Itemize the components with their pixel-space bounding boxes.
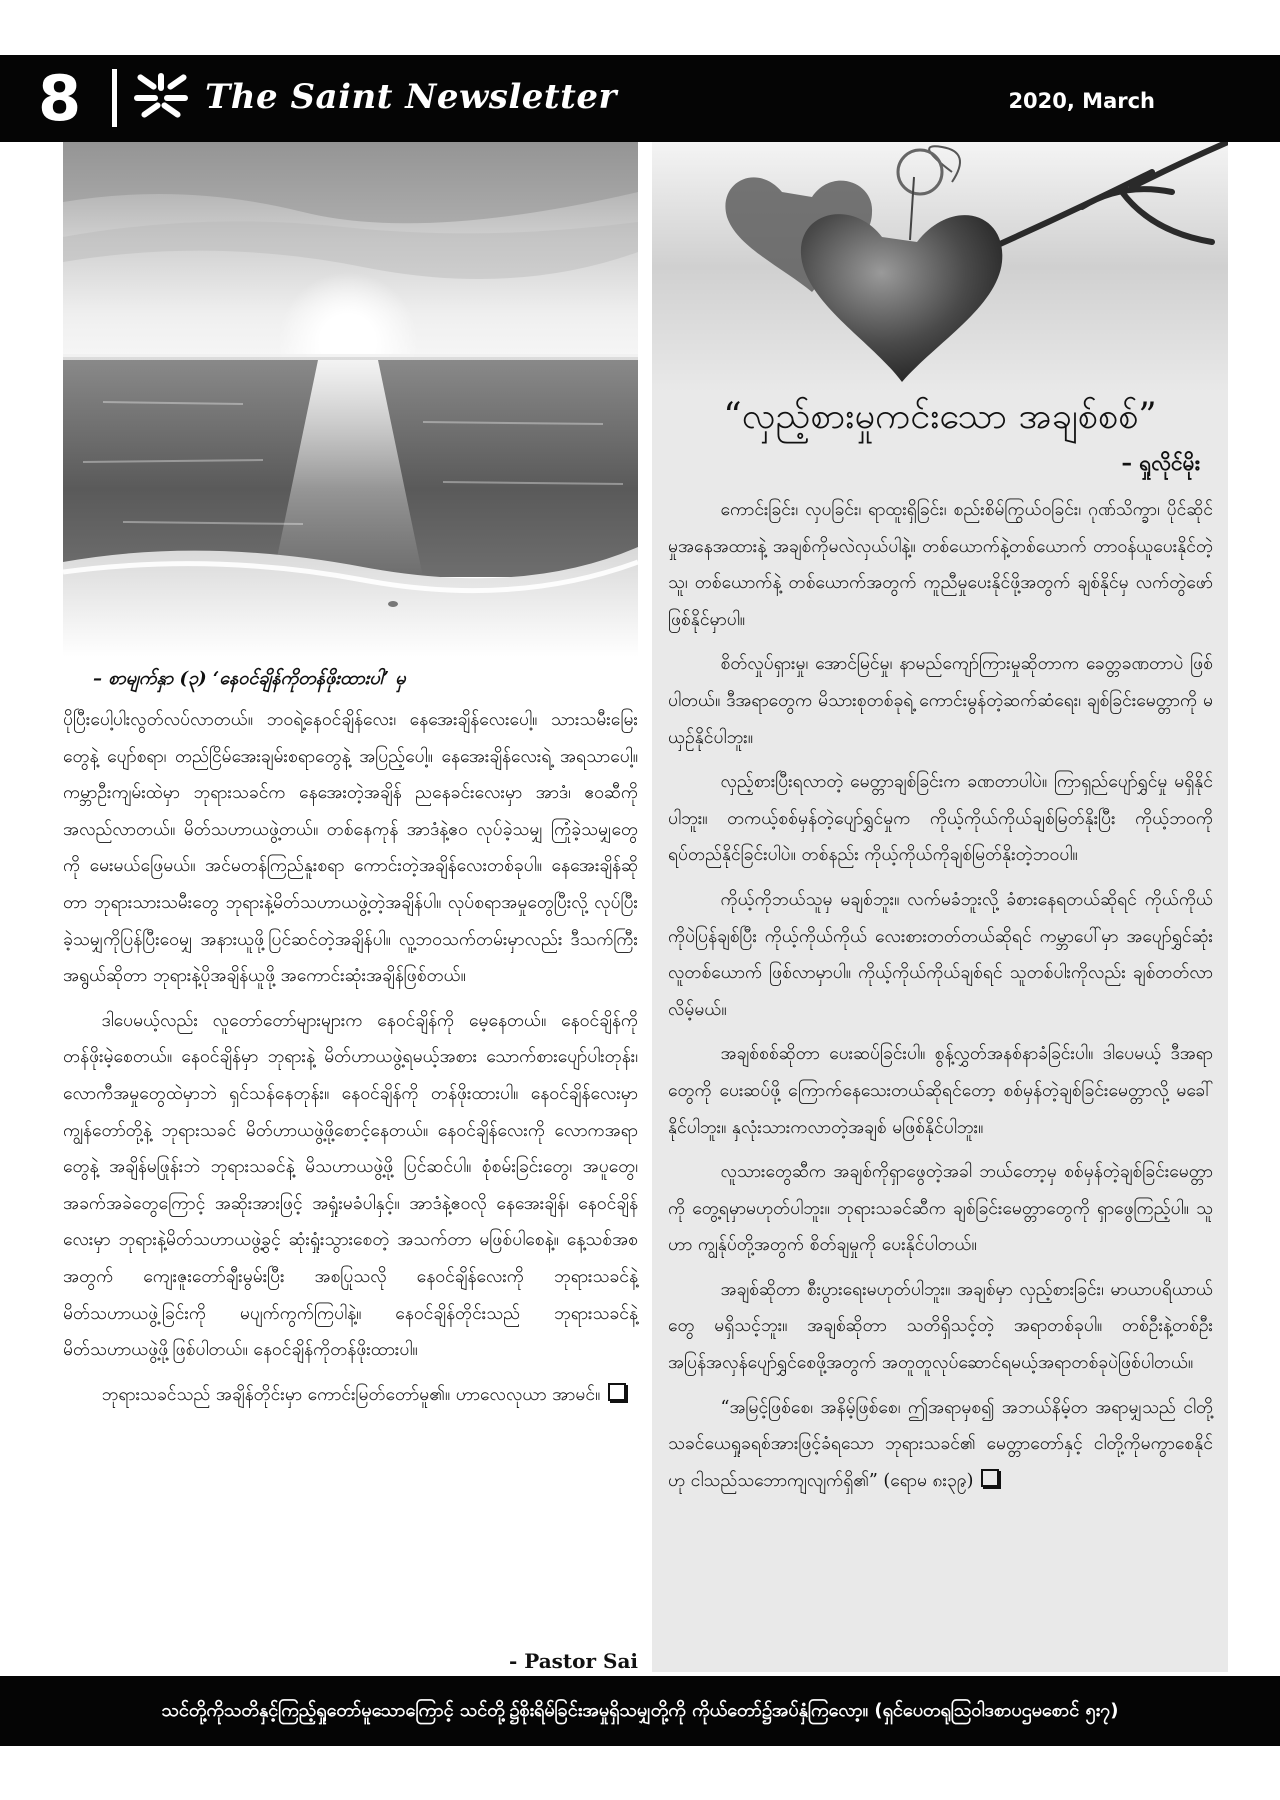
header-bar — [0, 55, 1280, 142]
left-paragraph: ဒါပေမယ့်လည်း လူတော်တော်များများက နေဝင်ချိန်ကို မေ့နေတယ်။ နေဝင်ချိန်ကို တန်ဖိုးမဲ့စေတယ်။ နေဝင်ချိန်မှာ ဘုရားနဲ့ မိတ်ဟာယဖွဲ့ရမယ့်အစား သောက်စားပျော်ပါးတုန်း၊ လောကီအမှုတွေထဲမှာဘဲ ရှင်သန်နေတုန်း။ နေဝင်ချိန်ကို တန်ဖိုးထားပါ။ နေဝင်ချိန်လေးမှာ ကျွန်တော်တို့နဲ့ ဘုရားသခင် မိတ်ဟာယဖွဲ့ဖို့စောင့်နေတယ်။ နေဝင်ချိန်လေးကို လောကအရာတွေနဲ့ အချိန်မဖြုန်းဘဲ ဘုရားသခင်နဲ့ မိသဟာယဖွဲ့ဖို့ ပြင်ဆင်ပါ။ စုံစမ်းခြင်းတွေ၊ အပူတွေ၊ အခက်အခဲတွေကြောင့် အဆိုးအားဖြင့် အရှုံးမခံပါနှင့်။ အာဒံနဲ့ဧဝလို နေအေးချိန်၊ နေဝင်ချိန်လေးမှာ ဘုရားနဲ့မိတ်သဟာယဖွဲ့ခွင့် ဆုံးရှုံးသွားစေတဲ့ အသက်တာ မဖြစ်ပါစေနဲ့။ နေ့သစ်အစအတွက် ကျေးဇူးတော်ချီးမွမ်းပြီး အစပြုသလို နေဝင်ချိန်လေးကို ဘုရားသခင်နဲ့ မိတ်သဟာယဖွဲ့ခြင်းကို မပျက်ကွက်ကြပါနဲ့။ နေဝင်ချိန်တိုင်းသည် ဘုရားသခင်နဲ့ မိတ်သဟာယဖွဲ့ဖို့ဖြစ်ပါတယ်။ နေဝင်ချိန်ကိုတန်ဖိုးထားပါ။ — [63, 1010, 638, 1361]
left-paragraph: ပိုပြီးပေါ့ပါးလွတ်လပ်လာတယ်။ ဘဝရဲ့နေဝင်ချိန်လေး၊ နေအေးချိန်လေးပေါ့။ သားသမီးမြေးတွေနဲ့ ပျော်စရာ၊ တည်ငြိမ်အေးချမ်းစရာတွေနဲ့ အပြည့်ပေါ့။ နေအေးချိန်လေးရဲ့ အရသာပေါ့။ ကမ္ဘာဦးကျမ်းထဲမှာ ဘုရားသခင်က နေအေးတဲ့အချိန် ညနေခင်းလေးမှာ အာဒံ၊ ဧဝဆီကို အလည်လာတယ်။ မိတ်သဟာယဖွဲ့တယ်။ တစ်နေကုန် အာဒံနဲ့ဧဝ လုပ်ခဲ့သမျှ ကြုံခဲ့သမျှတွေကို မေးမယ်ဖြေမယ်။ အင်မတန်ကြည်နူးစရာ ကောင်းတဲ့အချိန်လေးတစ်ခုပါ။ နေအေးချိန်ဆိုတာ ဘုရားသားသမီးတွေ ဘုရားနဲ့မိတ်သဟာယဖွဲ့တဲ့အချိန်ပါ။ လုပ်စရာအမှုတွေပြီးလို့ လုပ်ပြီးခဲ့သမျှကိုပြန်ပြီးဝေမျှ အနားယူဖို့ပြင်ဆင်တဲ့အချိန်ပါ။ လူ့ဘဝသက်တမ်းမှာလည်း ဒီသက်ကြီးအရွယ်ဆိုတာ ဘုရားနဲ့ပိုအချိန်ယူဖို့ အကောင်းဆုံးအချိန်ဖြစ်တယ်။ — [63, 710, 638, 987]
right-paragraph: အချစ်ဆိုတာ စီးပွားရေးမဟုတ်ပါဘူး။ အချစ်မှာ လှည့်စားခြင်း၊ မာယာပရိယာယ်တွေ မရှိသင့်ဘူး။ အချစ်ဆိုတာ သတိရှိသင့်တဲ့ အရာတစ်ခုပါ။ တစ်ဦးနဲ့တစ်ဦး အပြန်အလှန်ပျော်ရွှင်စေဖို့အတွက် အတူတူလုပ်ဆောင်ရမယ့်အရာတစ်ခုပဲဖြစ်ပါတယ်။ — [668, 1279, 1213, 1374]
footer-verse: သင်တို့ကိုသတိနှင့်ကြည့်ရှုတော်မူသောကြောင့် သင်တို့၌စိုးရိမ်ခြင်းအမှုရှိသမျှတို့ကို ကိုယ်တော်၌အပ်နှံကြလော့။ (ရှင်ပေတရုဩဝါဒစာပဌမစောင် ၅း၇) — [0, 1676, 1280, 1746]
header-divider — [112, 69, 117, 127]
left-paragraph — [63, 1377, 638, 1414]
right-paragraph: ကောင်းခြင်း၊ လှပခြင်း၊ ရာထူးရှိခြင်း၊ စည်းစိမ်ကြွယ်ဝခြင်း၊ ဂုဏ်သိက္ခာ၊ ပိုင်ဆိုင်မှုအနေအထားနဲ့ အချစ်ကိုမလဲလှယ်ပါနဲ့။ တစ်ယောက်နဲ့တစ်ယောက် တာဝန်ယူပေးနိုင်တဲ့သူ၊ တစ်ယောက်နဲ့ တစ်ယောက်အတွက် ကူညီမှုပေးနိုင်ဖို့အတွက် ချစ်နိုင်မှ လက်တွဲဖော်ဖြစ်နိုင်မှာပါ။ — [668, 500, 1213, 630]
right-paragraph: အချစ်စစ်ဆိုတာ ပေးဆပ်ခြင်းပါ။ စွန့်လွှတ်အနစ်နာခံခြင်းပါ။ ဒါပေမယ့် ဒီအရာတွေကို ပေးဆပ်ဖို့ ကြောက်နေသေးတယ်ဆိုရင်တော့ စစ်မှန်တဲ့ချစ်ခြင်းမေတ္တာလို့ မခေါ်နိုင်ပါဘူး။ နှလုံးသားကလာတဲ့အချစ် မဖြစ်နိုင်ပါဘူး။ — [668, 1044, 1213, 1138]
hearts-photo — [652, 142, 1228, 392]
bible-quote: “အမြင့်ဖြစ်စေ၊ အနိမ့်ဖြစ်စေ၊ ဤအရာမှစ၍ အဘယ်နိမ့်တ အရာမျှသည် ငါတို့သခင်ယေရှုခရစ်အားဖြင့်ခံရသော ဘုရားသခင်၏ မေတ္တာတော်နှင့် ငါတို့ကိုမကွာစေနိုင်ဟု ငါသည်သဘောကျလျက်ရှိ၏” (ရောမ ၈း၃၉) — [668, 1397, 1213, 1491]
left-signoff: - Pastor Sai — [508, 1649, 638, 1673]
right-paragraph: ကိုယ့်ကိုဘယ်သူမှ မချစ်ဘူး။ လက်မခံဘူးလို့ ခံစားနေရတယ်ဆိုရင် ကိုယ်ကိုယ်ကိုပဲပြန်ချစ်ပြီး ကိုယ့်ကိုယ်ကိုယ် လေးစားတတ်တယ်ဆိုရင် ကမ္ဘာပေါ်မှာ အပျော်ရွှင်ဆုံးလူတစ်ယောက် ဖြစ်လာမှာပါ။ ကိုယ့်ကိုယ်ကိုယ်ချစ်ရင် သူတစ်ပါးကိုလည်း ချစ်တတ်လာလိမ့်မယ်။ — [668, 889, 1213, 1020]
right-paragraph: လှည့်စားပြီးရလာတဲ့ မေတ္တာချစ်ခြင်းက ခဏတာပါပဲ။ ကြာရှည်ပျော်ရွှင်မှု မရှိနိုင်ပါဘူး။ တကယ့်စစ်မှန်တဲ့ပျော်ရွှင်မှုက ကိုယ့်ကိုယ်ကိုယ်ချစ်မြတ်နိုးပြီး ကိုယ့်ဘဝကို ရပ်တည်နိုင်ခြင်းပါပဲ။ တစ်နည်း ကိုယ့်ကိုယ်ကိုချစ်မြတ်နိုးတဲ့ဘဝပါ။ — [668, 772, 1213, 866]
saint-logo-icon — [132, 71, 190, 125]
issue-date: 2020, March — [1008, 89, 1155, 113]
left-article-body — [63, 702, 638, 1413]
left-paragraph-text: ဘုရားသခင်သည် အချိန်တိုင်းမှာ ကောင်းမြတ်တော်မူ၏။ ဟာလေလုယာ အာမင်။ — [101, 1384, 601, 1405]
page-number: 8 — [38, 62, 82, 135]
end-square-icon — [608, 1383, 626, 1401]
sunset-sea-photo — [63, 142, 638, 657]
article-title: “လှည့်စားမှုကင်းသော အချစ်စစ်” — [723, 396, 1157, 437]
end-square-icon — [981, 1469, 999, 1487]
left-article — [63, 142, 638, 1672]
article-author: – ရှုလိုင်မိုး — [1121, 451, 1200, 475]
left-caption: – စာမျက်နှာ (၃) ‘နေဝင်ချိန်ကိုတန်ဖိုးထားပါ’ မှ — [93, 668, 406, 689]
right-article-body — [668, 492, 1213, 1499]
right-paragraph — [668, 1390, 1213, 1500]
right-paragraph: စိတ်လှုပ်ရှားမှု၊ အောင်မြင်မှု၊ နာမည်ကျော်ကြားမှုဆိုတာက ခေတ္တခဏတာပဲ ဖြစ်ပါတယ်။ ဒီအရာတွေက မိသားစုတစ်ခုရဲ့ ကောင်းမွန်တဲ့ဆက်ဆံရေး၊ ချစ်ခြင်းမေတ္တာကို မယှဉ်နိုင်ပါဘူး။ — [668, 654, 1213, 748]
newsletter-title: The Saint Newsletter — [205, 77, 617, 117]
right-paragraph: လူသားတွေဆီက အချစ်ကိုရှာဖွေတဲ့အခါ ဘယ်တော့မှ စစ်မှန်တဲ့ချစ်ခြင်းမေတ္တာကို တွေ့ရမှာမဟုတ်ပါဘူး။ ဘုရားသခင်ဆီက ချစ်ခြင်းမေတ္တာတွေကို ရှာဖွေကြည့်ပါ။ သူဟာ ကျွန်ုပ်တို့အတွက် စိတ်ချမှုကို ပေးနိုင်ပါတယ်။ — [668, 1162, 1213, 1256]
right-article — [652, 142, 1228, 1672]
